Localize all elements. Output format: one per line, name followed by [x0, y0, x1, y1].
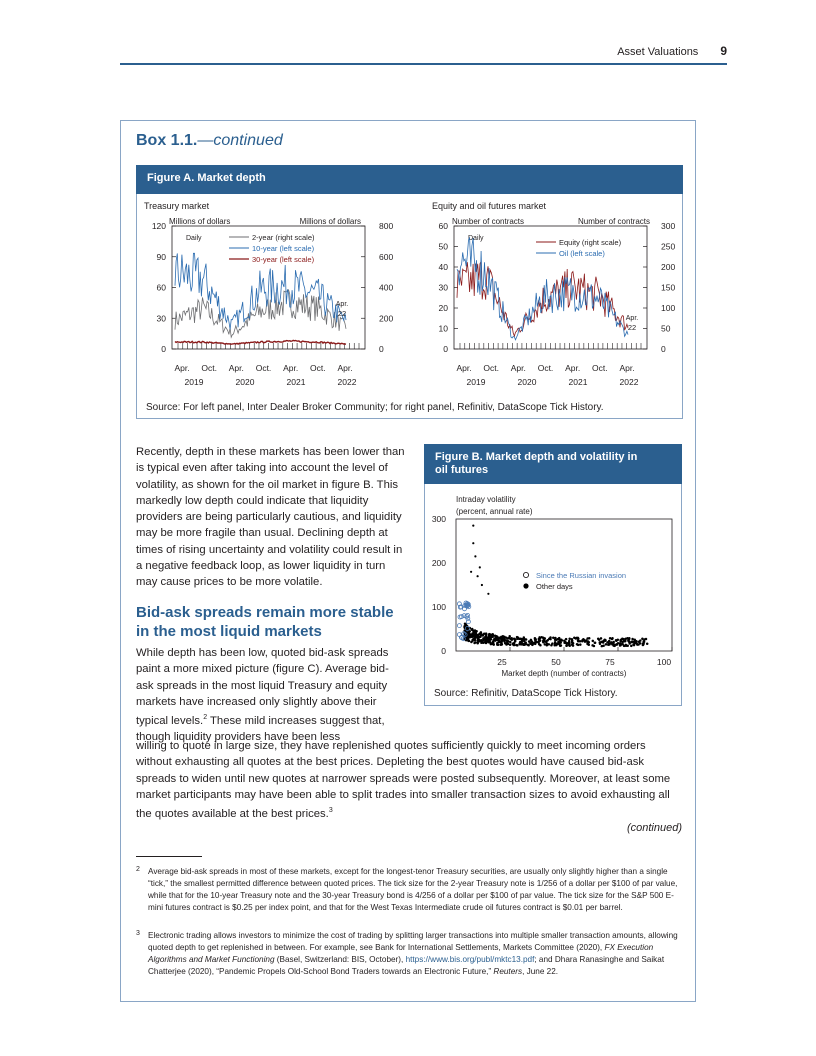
scatter-point-other	[630, 645, 633, 648]
y-tick-right-label: 250	[661, 241, 676, 252]
x-tick-label: Oct.	[201, 363, 217, 373]
y-tick-right-label: 0	[661, 344, 666, 354]
scatter-point-other	[510, 638, 513, 641]
scatter-point-other	[606, 641, 609, 644]
x-year-label: 2022	[619, 377, 639, 387]
scatter-point-other	[498, 641, 501, 644]
scatter-point-other	[502, 635, 505, 638]
x-tick-label: Apr.	[174, 363, 190, 373]
left-annot-1: Apr.	[335, 301, 349, 308]
figb-legend	[523, 571, 626, 591]
box-title: Box 1.1.—continued	[136, 132, 283, 149]
y-tick-right-label: 50	[661, 323, 671, 334]
figure-a-title: Figure A. Market depth	[136, 165, 683, 194]
figb-y-tick-label: 0	[441, 646, 446, 656]
scatter-point-other	[477, 639, 480, 642]
right-annot-1: Apr.	[625, 315, 639, 322]
scatter-point-other	[615, 643, 618, 646]
left-series-lines	[175, 253, 346, 344]
x-tick-label: Oct.	[537, 363, 554, 373]
figure-a-source: Source: For left panel, Inter Dealer Broker Community; for right panel, Refinitiv, DataScope Tick History.	[146, 402, 604, 413]
figb-x-tick-label: 25	[497, 657, 507, 667]
paragraph-2-start: While depth has been low, quoted bid-ask spreads paint a more mixed picture (figure C). Average bid-ask spreads in the most liquid Treasury and equity markets have increased only slightly above their typical levels.$^2$ These mild increases suggest that, though liquidity providers have been less	[136, 647, 389, 744]
scatter-point-other	[619, 640, 622, 643]
scatter-point-other	[556, 643, 559, 646]
scatter-point-other	[537, 641, 540, 644]
scatter-point-other	[561, 639, 564, 642]
scatter-point-other	[480, 639, 483, 642]
x-year-label: 2020	[517, 377, 537, 387]
scatter-point-other	[490, 643, 493, 646]
legend-30yr: 30-year (left scale)	[252, 255, 315, 264]
scatter-point-other	[646, 643, 649, 646]
scatter-point-other	[534, 637, 537, 640]
scatter-point-other	[471, 639, 474, 642]
scatter-point-other	[577, 638, 580, 641]
scatter-point-other	[602, 644, 605, 647]
scatter-point-other	[473, 630, 476, 633]
scatter-point-other	[564, 641, 567, 644]
scatter-point-other	[642, 643, 645, 646]
scatter-point-other	[488, 634, 491, 637]
figb-y-tick-label: 100	[431, 602, 446, 612]
x-tick-label: Apr.	[510, 363, 526, 373]
left-legend	[229, 233, 315, 264]
scatter-point-other	[479, 566, 481, 568]
footnote-rule	[136, 856, 202, 857]
page-number: 9	[720, 44, 727, 58]
scatter-point-other	[628, 637, 631, 640]
scatter-point-other	[638, 640, 641, 643]
scatter-point-other	[470, 571, 472, 573]
scatter-point-other	[571, 640, 574, 643]
scatter-point-other	[594, 641, 597, 644]
legend-equity: Equity (right scale)	[559, 238, 622, 247]
scatter-point-other	[572, 644, 575, 647]
scatter-point-other	[529, 642, 532, 645]
paragraph-2-cont: willing to quote in large size, they have replenished quotes sufficiently quickly to meet incoming orders without exhausting all quotes at the best prices. Depleting the best quotes would have caused bid-ask spreads to widen until new quotes at narrower spreads were posted subsequently. Moreover, at least some market participants may have been able to split trades into smaller transaction sizes to avoid exhausting all the quotes available at the best prices.$^3$	[136, 740, 671, 820]
scatter-point-other	[473, 635, 476, 638]
scatter-point-other	[472, 525, 474, 527]
scatter-point-other	[565, 645, 568, 648]
x-tick-label: Apr.	[619, 363, 635, 373]
scatter-point-other	[518, 643, 521, 646]
legend-2yr: 2-year (right scale)	[252, 233, 315, 242]
scatter-point-other	[494, 639, 497, 642]
scatter-point-other	[579, 643, 582, 646]
scatter-point-other	[621, 638, 624, 641]
series-line-2-year	[175, 290, 346, 338]
figb-x-tick-label: 100	[656, 657, 672, 667]
scatter-point-other	[576, 643, 579, 646]
left-annot-2: 22	[337, 309, 347, 318]
scatter-point-other	[512, 644, 515, 647]
figb-xlabel: Market depth (number of contracts)	[501, 669, 627, 678]
series-line-30-year	[175, 340, 346, 344]
scatter-point-other	[476, 642, 479, 645]
scatter-point-other	[591, 644, 594, 647]
scatter-point-other	[468, 630, 471, 633]
footnote-2: 2 Average bid-ask spreads in most of these markets, except for the longest-tenor Treasury securities, are usually only slightly higher than a single “tick,” the smallest permitted difference between quoted prices. The tick size for the 2-year Treasury note is 1/256 of a dollar per $100 of par value, while that for the 10-year Treasury note and the 30-year Treasury bond is 4/256 of a dollar per $100 of par value. The tick size for the S&P 500 E-mini futures contract is $0.25 per index point, and that for the West Texas Intermediate crude oil futures contract is $0.01 per barrel.	[136, 866, 678, 912]
y-tick-left-label: 60	[438, 221, 448, 231]
scatter-point-other	[558, 637, 561, 640]
scatter-point-other	[505, 636, 508, 639]
y-tick-right-label: 200	[661, 262, 676, 272]
y-tick-left-label: 10	[438, 323, 448, 334]
figb-yaxis	[432, 514, 446, 656]
y-tick-right-label: 150	[661, 282, 676, 293]
scatter-point-other	[481, 584, 483, 586]
scatter-point-other	[588, 637, 591, 640]
right-yaxis-left	[439, 221, 458, 354]
right-x-ticks	[460, 343, 641, 349]
scatter-point-other	[624, 640, 627, 643]
x-tick-label: Apr.	[456, 363, 472, 373]
scatter-point-other	[605, 643, 608, 646]
scatter-point-other	[504, 642, 507, 645]
footnote-ref-3[interactable]: 3	[328, 807, 333, 815]
y-tick-left-label: 60	[156, 282, 166, 293]
scatter-point-other	[559, 644, 562, 647]
scatter-point-other	[476, 634, 479, 637]
scatter-point-other	[527, 644, 530, 647]
figb-x-tick-label: 50	[551, 657, 561, 667]
y-tick-left-label: 30	[156, 313, 166, 324]
x-year-label: 2020	[235, 377, 255, 387]
header-rule	[120, 63, 727, 65]
paragraph-1: Recently, depth in these markets has been lower than is typical even after taking into account the level of volatility, as shown for the oil market in figure B. This markedly low depth could indicate that liquidity providers are being particularly cautious, and liquidity may be more fragile than usual. Declining depth at times of rising uncertainty and volatility could result in a negative feedback loop, as lower liquidity in turn may cause prices to be more volatile.	[136, 446, 405, 589]
scatter-point-other	[482, 641, 485, 644]
left-left-unit: Millions of dollars	[169, 217, 231, 226]
figb-y-tick-label: 200	[431, 558, 446, 568]
scatter-point-other	[533, 642, 536, 645]
footnote-ref-2[interactable]: 2	[203, 714, 208, 722]
y-tick-left-label: 50	[438, 241, 448, 252]
figure-b-source: Source: Refinitiv, DataScope Tick History.	[434, 688, 618, 699]
scatter-point-other	[621, 643, 624, 646]
figb-y-tick-label: 300	[431, 514, 446, 524]
scatter-point-other	[588, 641, 591, 644]
y-tick-right-label: 100	[661, 303, 676, 313]
running-header	[617, 44, 727, 58]
scatter-point-other	[633, 642, 636, 645]
right-yaxis-right	[643, 221, 675, 354]
scatter-point-other	[619, 644, 622, 647]
scatter-point-other	[611, 638, 614, 641]
scatter-point-other	[554, 638, 557, 641]
legend-oil: Oil (left scale)	[559, 249, 605, 258]
scatter-point-other	[598, 639, 601, 642]
scatter-point-other	[599, 643, 602, 646]
scatter-point-other	[626, 645, 629, 648]
figure-b-title: Figure B. Market depth and volatility in oil futures	[424, 444, 682, 484]
scatter-point-other	[554, 641, 557, 644]
scatter-point-other	[475, 632, 478, 635]
x-tick-label: Apr.	[228, 363, 244, 373]
y-tick-left-label: 0	[161, 344, 166, 354]
x-tick-label: Oct.	[592, 363, 608, 373]
scatter-point-other	[517, 636, 520, 639]
y-tick-left-label: 120	[151, 221, 166, 231]
scatter-point-other	[485, 642, 488, 645]
scatter-point-other	[508, 635, 511, 638]
section-title: Asset Valuations	[617, 46, 699, 58]
scatter-point-other	[604, 640, 607, 643]
scatter-point-other	[474, 555, 476, 557]
scatter-point-other	[474, 641, 477, 644]
scatter-point-other	[477, 575, 479, 577]
scatter-point-other	[631, 638, 634, 641]
y-tick-right-label: 200	[379, 313, 394, 324]
right-panel-title: Equity and oil futures market	[432, 201, 547, 211]
scatter-point-other	[482, 637, 485, 640]
x-tick-label: Oct.	[310, 363, 326, 373]
figb-ylabel-2: (percent, annual rate)	[456, 507, 533, 516]
scatter-point-other	[628, 641, 631, 644]
legend-other-days: Other days	[536, 582, 573, 591]
scatter-point-other	[501, 637, 504, 640]
scatter-point-other	[581, 639, 584, 642]
scatter-point-other	[490, 635, 493, 638]
right-annot-2: 22	[627, 323, 637, 332]
section-heading: Bid-ask spreads remain more stable in the most liquid markets	[136, 604, 394, 640]
scatter-point-other	[470, 635, 473, 638]
scatter-point-other	[642, 640, 645, 643]
scatter-point-other	[472, 542, 474, 544]
scatter-point-other	[495, 636, 498, 639]
y-tick-right-label: 600	[379, 251, 394, 262]
scatter-point-other	[551, 642, 554, 645]
scatter-point-other	[630, 641, 633, 644]
figb-x-tick-label: 75	[605, 657, 615, 667]
scatter-point-other	[519, 638, 522, 641]
right-left-unit: Number of contracts	[452, 217, 525, 226]
scatter-point-other	[585, 639, 588, 642]
scatter-point-other	[523, 640, 526, 643]
footnote-3: 3 Electronic trading allows investors to minimize the cost of trading by splitting larger transactions into multiple smaller transaction amounts, allowing quoted depth to get replenished in between. For example, see Bank for International Settlements, Markets Committee (2020), FX Execution Algorithms and Market Functioning (Basel, Switzerland: BIS, October), https://www.bis.org/publ/mktc13.pdf; and Dhara Ranasinghe and Saikat Chatterjee (2020), “Pandemic Propels Old-School Bond Traders towards an Electronic Future,” Reuters, June 22.	[136, 930, 678, 976]
figb-xaxis	[497, 647, 672, 667]
left-panel-title: Treasury market	[144, 201, 210, 211]
scatter-point-other	[573, 636, 576, 639]
scatter-point-other	[549, 636, 552, 639]
y-tick-right-label: 0	[379, 344, 384, 354]
x-year-label: 2021	[568, 377, 588, 387]
x-tick-label: Apr.	[565, 363, 581, 373]
scatter-point-other	[468, 640, 471, 643]
left-yaxis-right	[361, 221, 393, 354]
scatter-point-other	[479, 633, 482, 636]
bis-link[interactable]: https://www.bis.org/publ/mktc13.pdf	[405, 955, 535, 964]
continued-note: (continued)	[626, 822, 682, 834]
scatter-point-other	[615, 639, 618, 642]
figure-a-charts	[136, 196, 682, 396]
x-year-label: 2022	[337, 377, 357, 387]
scatter-point-other	[487, 640, 490, 643]
scatter-point-other	[635, 642, 638, 645]
right-legend	[536, 238, 622, 258]
scatter-point-other	[503, 638, 506, 641]
scatter-point-other	[579, 640, 582, 643]
scatter-point-other	[568, 638, 571, 641]
scatter-point-other	[515, 644, 518, 647]
scatter-point-other	[572, 642, 575, 645]
scatter-point-other	[552, 636, 555, 639]
left-freq: Daily	[186, 235, 202, 242]
scatter-point-other	[539, 644, 542, 647]
y-tick-left-label: 0	[443, 344, 448, 354]
right-right-unit: Number of contracts	[577, 217, 650, 226]
legend-10yr: 10-year (left scale)	[252, 244, 315, 253]
x-tick-label: Apr.	[337, 363, 353, 373]
y-tick-left-label: 20	[438, 303, 448, 313]
figb-ylabel-1: Intraday volatility	[456, 495, 516, 504]
figure-b-chart	[424, 486, 682, 682]
x-year-label: 2021	[286, 377, 306, 387]
y-tick-right-label: 300	[661, 221, 676, 231]
scatter-point-other	[487, 593, 489, 595]
scatter-point-other	[609, 642, 612, 645]
legend-filled-circle	[523, 583, 528, 588]
scatter-point-other	[543, 640, 546, 643]
y-tick-left-label: 30	[438, 282, 448, 293]
y-tick-left-label: 40	[438, 262, 448, 272]
left-right-unit: Millions of dollars	[299, 217, 361, 226]
scatter-point-invasion	[457, 624, 461, 628]
scatter-point-other	[592, 640, 595, 643]
scatter-point-other	[500, 642, 503, 645]
y-tick-right-label: 800	[379, 221, 394, 231]
scatter-point-other	[468, 635, 471, 638]
scatter-point-other	[543, 637, 546, 640]
y-tick-right-label: 400	[379, 282, 394, 293]
legend-since-invasion: Since the Russian invasion	[536, 571, 627, 580]
y-tick-left-label: 90	[156, 251, 166, 262]
scatter-point-other	[480, 642, 483, 645]
scatter-point-other	[612, 644, 615, 647]
scatter-point-other	[499, 637, 502, 640]
scatter-point-other	[514, 639, 517, 642]
right-freq: Daily	[468, 235, 484, 242]
scatter-point-other	[485, 635, 488, 638]
right-xaxis-labels	[456, 363, 638, 387]
scatter-point-other	[546, 643, 549, 646]
scatter-point-other	[540, 636, 543, 639]
scatter-point-other	[482, 634, 485, 637]
left-xaxis-labels	[174, 363, 356, 387]
scatter-point-other	[568, 642, 571, 645]
x-tick-label: Oct.	[255, 363, 272, 373]
x-tick-label: Oct.	[483, 363, 499, 373]
x-year-label: 2019	[184, 377, 204, 387]
scatter-point-other	[509, 641, 512, 644]
scatter-point-other	[484, 639, 487, 642]
x-tick-label: Apr.	[283, 363, 299, 373]
x-year-label: 2019	[466, 377, 486, 387]
legend-open-circle	[523, 572, 528, 577]
